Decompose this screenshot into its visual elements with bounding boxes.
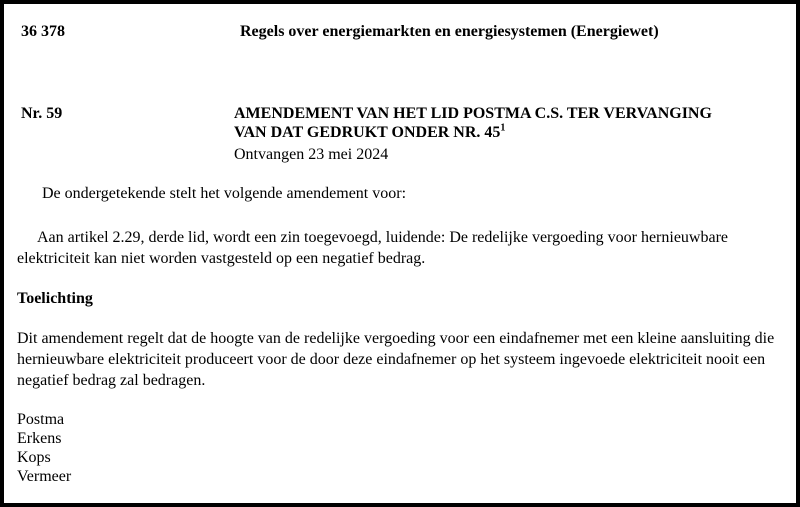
- document-page: [4, 4, 796, 503]
- amendment-text-paragraph: [17, 227, 787, 269]
- signers-list: [17, 410, 71, 486]
- amendment-title-line2-wrap: [234, 123, 712, 142]
- amendment-title: [234, 104, 712, 142]
- signer-name: Vermeer: [17, 468, 72, 485]
- amendment-title-line1: AMENDEMENT VAN HET LID POSTMA C.S. TER VERVANGING: [234, 105, 712, 122]
- intro-text: De ondergetekende stelt het volgende amendement voor:: [42, 185, 407, 202]
- explanation-heading: Toelichting: [17, 290, 93, 307]
- amendment-number: Nr. 59: [21, 105, 63, 122]
- amendment-title-line2: VAN DAT GEDRUKT ONDER NR. 45: [234, 124, 501, 141]
- signer-name: Erkens: [17, 430, 62, 447]
- signer-name: Postma: [17, 411, 65, 428]
- explanation-text: Dit amendement regelt dat de hoogte van de redelijke vergoeding voor een eindafnemer met een kleine aansluiting die hernieuwbare elektriciteit produceert voor de door deze eindafnemer op het systeem ingevoede elektriciteit nooit een negatief bedrag zal bedragen.: [17, 330, 775, 389]
- received-date: Ontvangen 23 mei 2024: [234, 146, 389, 163]
- signer-name: Kops: [17, 449, 51, 466]
- document-number: 36 378: [21, 23, 65, 40]
- amendment-text: Aan artikel 2.29, derde lid, wordt een zin toegevoegd, luidende: De redelijke vergoeding voor hernieuwbare elektriciteit kan niet worden vastgesteld op een negatief bedrag.: [17, 229, 729, 267]
- document-title: Regels over energiemarkten en energiesystemen (Energiewet): [240, 23, 659, 40]
- footnote-reference: 1: [500, 122, 506, 134]
